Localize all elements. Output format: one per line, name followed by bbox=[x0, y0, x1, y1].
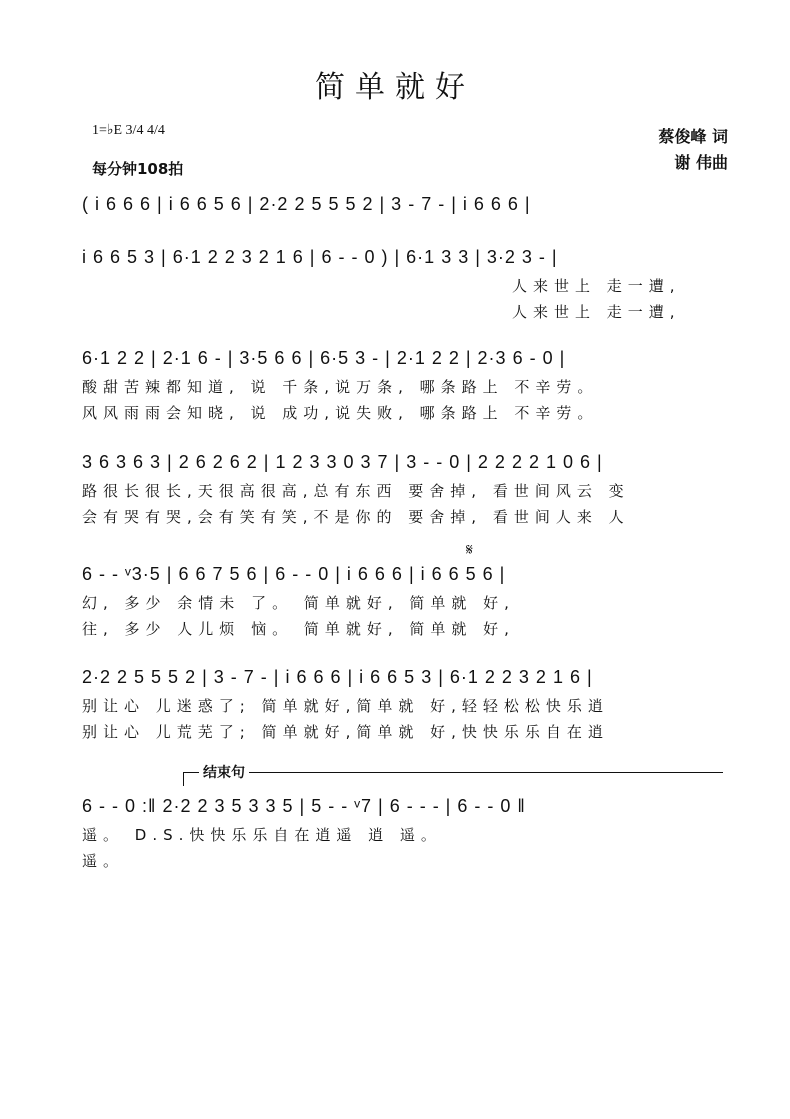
composer-credit: 谢 伟曲 bbox=[674, 153, 728, 172]
ending-label: 结束句 bbox=[199, 762, 249, 782]
lyric-verse-2: 会有哭有哭,会有笑有笑,不是你的 要舍掉, 看世间人来 人 bbox=[82, 508, 630, 526]
score-row-5 bbox=[82, 564, 732, 638]
lyricist-credit: 蔡俊峰 词 bbox=[658, 127, 728, 146]
key-signature: 1=♭E 3/4 4/4 bbox=[92, 123, 165, 138]
ending-bracket bbox=[183, 766, 725, 786]
segno-sign: 𝄋 bbox=[466, 540, 473, 559]
lyric-verse-2: 风风雨雨会知晓, 说 成功,说失败, 哪条路上 不辛劳。 bbox=[82, 404, 599, 422]
tempo-marking: 每分钟108拍 bbox=[92, 160, 184, 178]
lyric-verse-1: 人来世上 走一遭, bbox=[512, 277, 681, 295]
ending-tick bbox=[183, 772, 184, 786]
notation-line: 6·1 2 2 | 2·1 6 - | 3·5 6 6 | 6·5 3 - | 2·1 2 2 | 2·3 6 - 0 | bbox=[82, 348, 566, 368]
lyric-verse-1: 酸甜苦辣都知道, 说 千条,说万条, 哪条路上 不辛劳。 bbox=[82, 378, 599, 396]
score-row-2 bbox=[82, 247, 732, 321]
lyric-verse-1: 别让心 儿迷惑了; 简单就好,简单就 好,轻轻松松快乐逍 bbox=[82, 697, 609, 715]
score-row-1 bbox=[82, 194, 732, 236]
notation-line: ( i 6 6 6 | i 6 6 5 6 | 2·2 2 5 5 5 2 | 3 - 7 - | i 6 6 6 | bbox=[82, 194, 531, 214]
notation-line: 6 - - 0 :‖ 2·2 2 3 5 3 3 5 | 5 - - ᵛ7 | 6 - - - | 6 - - 0 ‖ bbox=[82, 796, 526, 816]
lyric-verse-2: 别让心 儿荒芜了; 简单就好,简单就 好,快快乐乐自在逍 bbox=[82, 723, 609, 741]
notation-line: 6 - - ᵛ3·5 | 6 6 7 5 6 | 6 - - 0 | i 6 6 6 | i 6 6 5 6 | bbox=[82, 564, 506, 584]
ending-line bbox=[183, 772, 723, 773]
score-row-3 bbox=[82, 348, 732, 422]
lyric-verse-2: 往, 多少 人儿烦 恼。 简单就好, 简单就 好, bbox=[82, 620, 515, 638]
score-row-7 bbox=[82, 796, 732, 870]
notation-line: i 6 6 5 3 | 6·1 2 2 3 2 1 6 | 6 - - 0 ) | 6·1 3 3 | 3·2 3 - | bbox=[82, 247, 558, 267]
song-title: 简单就好 bbox=[315, 70, 475, 105]
lyric-verse-2: 人来世上 走一遭, bbox=[512, 303, 681, 321]
lyric-verse-1: 幻, 多少 余情未 了。 简单就好, 简单就 好, bbox=[82, 594, 515, 612]
score-row-4 bbox=[82, 452, 732, 526]
lyric-verse-1: 路很长很长,天很高很高,总有东西 要舍掉, 看世间风云 变 bbox=[82, 482, 630, 500]
score-row-6 bbox=[82, 667, 732, 741]
notation-line: 2·2 2 5 5 5 2 | 3 - 7 - | i 6 6 6 | i 6 6 5 3 | 6·1 2 2 3 2 1 6 | bbox=[82, 667, 593, 687]
lyric-line-2: 遥。 bbox=[82, 852, 125, 870]
lyric-line-1: 遥。 D.S.快快乐乐自在逍遥 逍 遥。 bbox=[82, 826, 442, 844]
notation-line: 3 6 3 6 3 | 2 6 2 6 2 | 1 2 3 3 0 3 7 | 3 - - 0 | 2 2 2 2 1 0 6 | bbox=[82, 452, 603, 472]
